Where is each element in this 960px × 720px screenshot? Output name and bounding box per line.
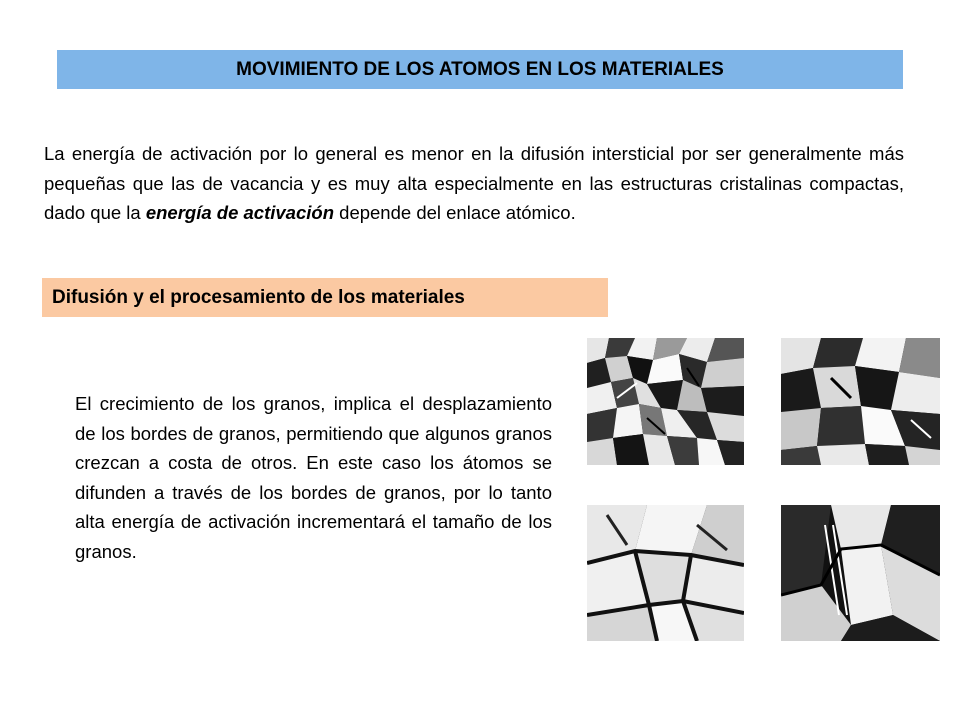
micrograph-medium-grains: [781, 338, 940, 465]
paragraph1-emphasis: energía de activación: [145, 202, 335, 223]
paragraph1-text-start: La energía de activación por lo general es menor en la difusión intersticial por ser generalmente más pequeñas que las de vacancia y es muy alta especialmente en las estructuras cristalinas compactas, dado que la: [44, 143, 904, 223]
subtitle-bar: [42, 278, 608, 317]
micrograph-very-large-grains: [781, 505, 940, 641]
slide-title-bar: [57, 50, 903, 89]
paragraph-activation-energy: [44, 139, 904, 228]
paragraph1-text-end: depende del enlace atómico.: [334, 202, 576, 223]
subtitle: Difusión y el procesamiento de los materiales: [52, 286, 465, 308]
slide-title: MOVIMIENTO DE LOS ATOMOS EN LOS MATERIALES: [236, 58, 724, 80]
paragraph-grain-growth: El crecimiento de los granos, implica el desplazamiento de los bordes de granos, permitiendo que algunos granos crezcan a costa de otros. En este caso los átomos se difunden a través de los bordes de granos, por lo tanto alta energía de activación incrementará el tamaño de los granos.: [75, 393, 552, 562]
micrograph-fine-grains: [587, 338, 744, 465]
micrograph-large-grains: [587, 505, 744, 641]
